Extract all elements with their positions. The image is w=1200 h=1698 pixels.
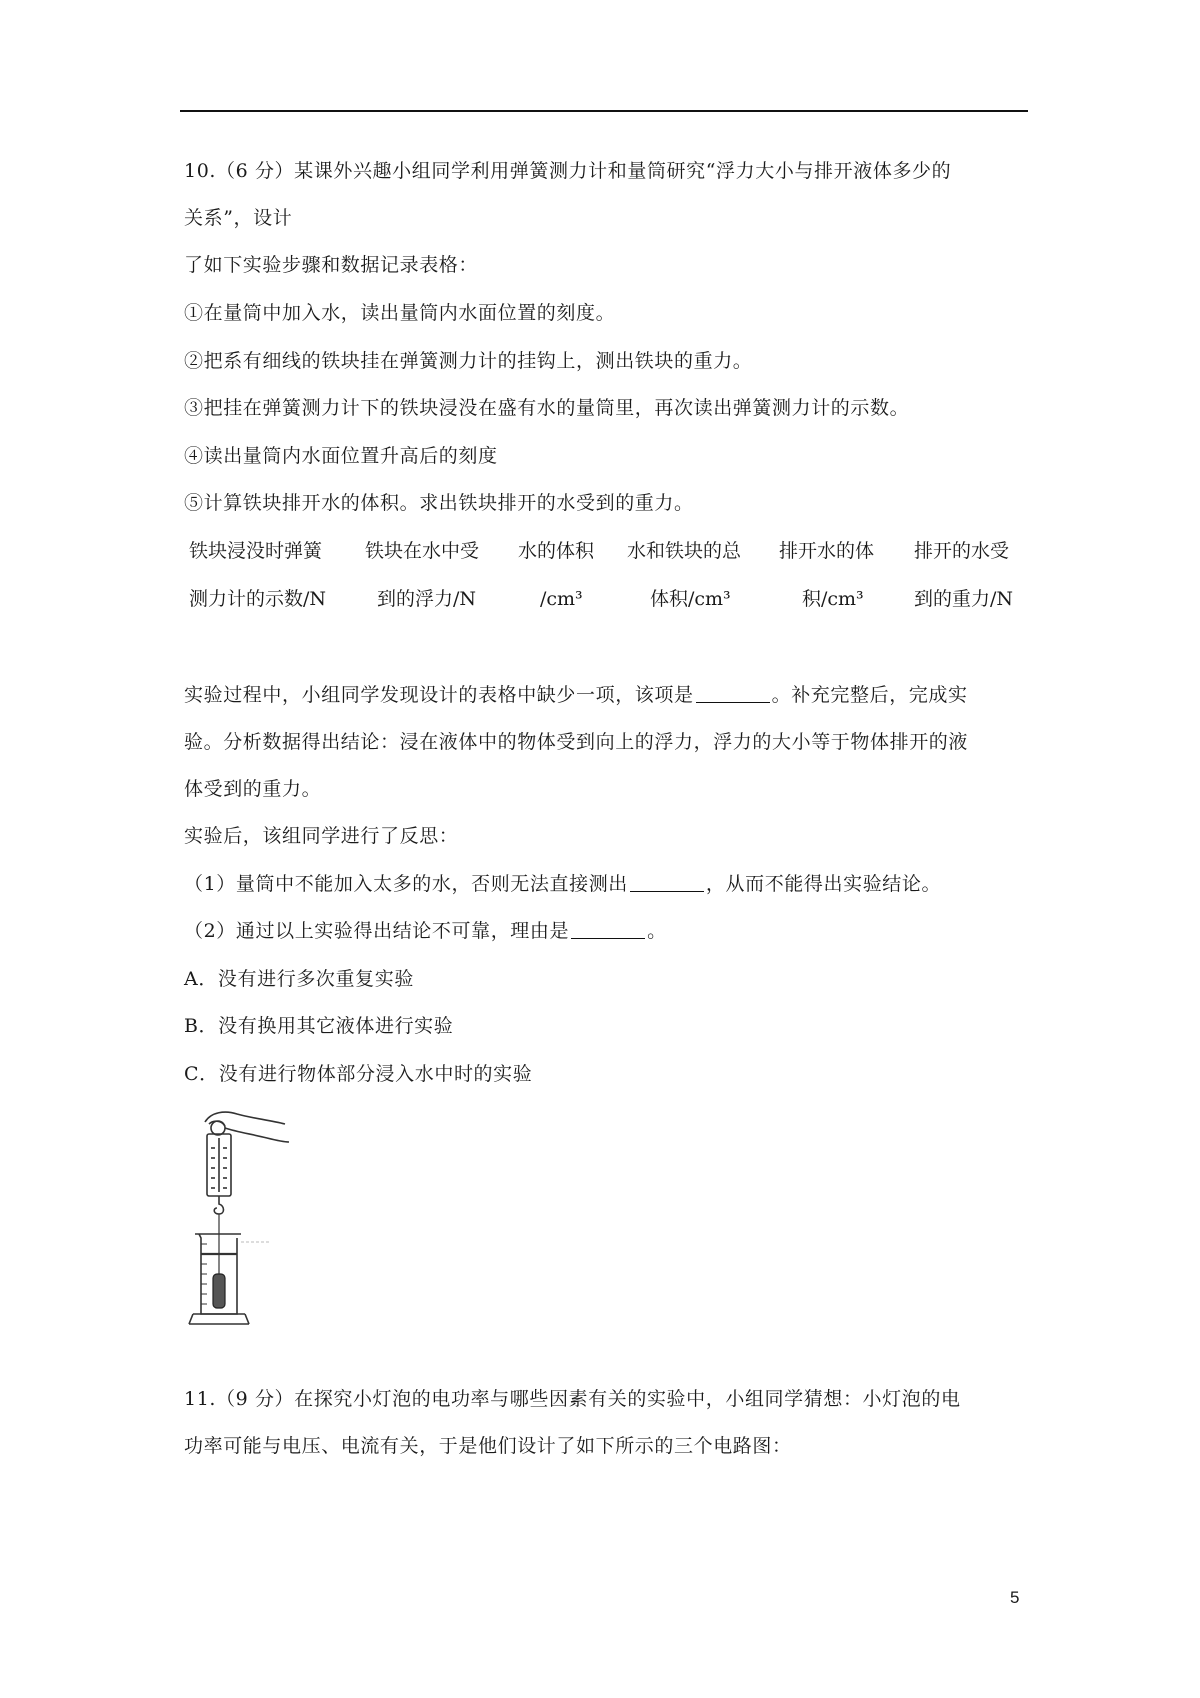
q10-title-line1: 10.（6 分）某课外兴趣小组同学利用弹簧测力计和量筒研究“浮力大小与排开液体多少的 xyxy=(184,160,952,182)
q10-step-2: ②把系有细线的铁块挂在弹簧测力计的挂钩上，测出铁块的重力。 xyxy=(184,350,753,372)
table-header-6-line2: 到的重力/N xyxy=(914,588,1014,610)
option-a: A．没有进行多次重复实验 xyxy=(184,968,414,990)
header-rule xyxy=(180,110,1028,112)
answer-blank-1 xyxy=(696,684,770,703)
q10-intro: 了如下实验步骤和数据记录表格： xyxy=(184,254,479,276)
table-header-5-line1: 排开水的体 xyxy=(779,540,875,562)
table-header-4-line1: 水和铁块的总 xyxy=(627,540,742,562)
table-header-6-line1: 排开的水受 xyxy=(914,540,1010,562)
answer-blank-3 xyxy=(571,920,645,939)
table-header-5-line2: 积/cm³ xyxy=(802,588,864,610)
q10-step-3: ③把挂在弹簧测力计下的铁块浸没在盛有水的量筒里，再次读出弹簧测力计的示数。 xyxy=(184,397,910,419)
q10-step-4: ④读出量筒内水面位置升高后的刻度 xyxy=(184,445,498,467)
table-header-2-line2: 到的浮力/N xyxy=(377,588,477,610)
q10-para1: 实验过程中，小组同学发现设计的表格中缺少一项，该项是 。补充完整后，完成实 xyxy=(184,684,968,706)
spring-scale-cylinder-figure xyxy=(185,1108,305,1333)
q10-para2: 验。分析数据得出结论：浸在液体中的物体受到向上的浮力，浮力的大小等于物体排开的液 xyxy=(184,731,969,753)
option-c: C．没有进行物体部分浸入水中时的实验 xyxy=(184,1063,533,1085)
option-b: B．没有换用其它液体进行实验 xyxy=(184,1015,454,1037)
q10-step-5: ⑤计算铁块排开水的体积。求出铁块排开的水受到的重力。 xyxy=(184,492,694,514)
q11-line2: 功率可能与电压、电流有关，于是他们设计了如下所示的三个电路图： xyxy=(184,1435,792,1457)
table-header-1-line1: 铁块浸没时弹簧 xyxy=(189,540,323,562)
table-header-4-line2: 体积/cm³ xyxy=(650,588,731,610)
q10-step-1: ①在量筒中加入水，读出量筒内水面位置的刻度。 xyxy=(184,302,616,324)
answer-blank-2 xyxy=(630,873,704,892)
table-header-1-line2: 测力计的示数/N xyxy=(189,588,327,610)
q11-line1: 11.（9 分）在探究小灯泡的电功率与哪些因素有关的实验中，小组同学猜想：小灯泡的电 xyxy=(184,1388,961,1410)
q10-para3: 体受到的重力。 xyxy=(184,778,322,800)
q10-sub1: （1）量筒中不能加入太多的水，否则无法直接测出 ，从而不能得出实验结论。 xyxy=(184,873,942,895)
q10-reflect: 实验后，该组同学进行了反思： xyxy=(184,825,459,847)
q10-sub2: （2）通过以上实验得出结论不可靠，理由是 。 xyxy=(184,920,667,942)
table-header-3-line1: 水的体积 xyxy=(518,540,595,562)
q10-title-line2: 关系”，设计 xyxy=(184,207,293,229)
table-header-2-line1: 铁块在水中受 xyxy=(365,540,480,562)
table-header-3-line2: /cm³ xyxy=(540,588,583,610)
page-number: 5 xyxy=(1010,1588,1020,1607)
